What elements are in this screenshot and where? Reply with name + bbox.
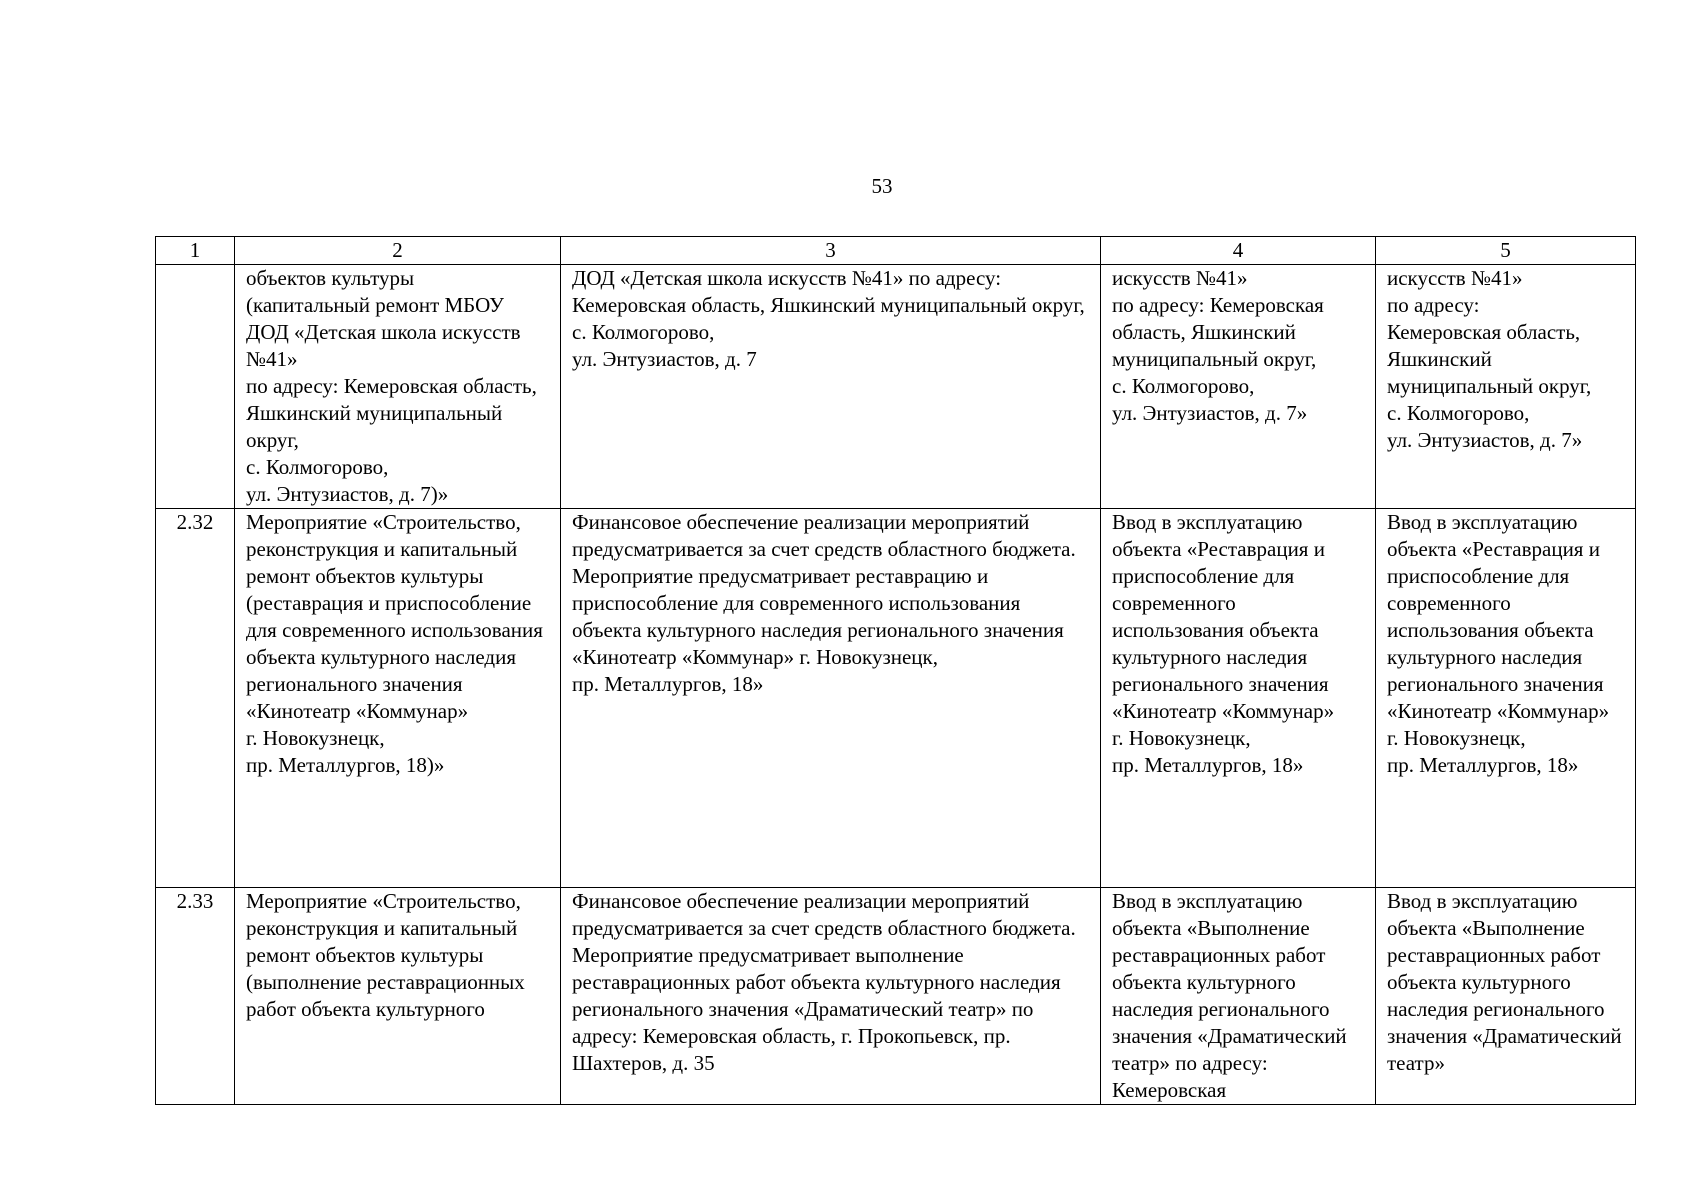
event-name-cell: объектов культуры (капитальный ремонт МБОУ ДОД «Детская школа искусств №41» по адресу: Кемеровская область, Яшкинский муниципальный округ, с. Колмогорово, ул. Энтузиастов, д. 7)» (235, 265, 561, 509)
description-cell: ДОД «Детская школа искусств №41» по адресу: Кемеровская область, Яшкинский муниципальный округ, с. Колмогорово, ул. Энтузиастов, д. 7 (561, 265, 1101, 509)
table-row (156, 888, 1636, 1105)
indicator-cell: Ввод в эксплуатацию объекта «Реставрация и приспособление для современного использования объекта культурного наследия регионального значения «Кинотеатр «Коммунар» г. Новокузнецк, пр. Металлургов, 18» (1376, 509, 1636, 888)
result-cell: Ввод в эксплуатацию объекта «Реставрация и приспособление для современного использования объекта культурного наследия регионального значения «Кинотеатр «Коммунар» г. Новокузнецк, пр. Металлургов, 18» (1101, 509, 1376, 888)
indicator-cell: Ввод в эксплуатацию объекта «Выполнение реставрационных работ объекта культурного наследия регионального значения «Драматический театр» (1376, 888, 1636, 1105)
page-number: 53 (871, 174, 893, 198)
table-row (156, 265, 1636, 509)
event-name-cell: Мероприятие «Строительство, реконструкция и капитальный ремонт объектов культуры (выполнение реставрационных работ объекта культурного (235, 888, 561, 1105)
description-cell: Финансовое обеспечение реализации мероприятий предусматривается за счет средств областного бюджета. Мероприятие предусматривает реставрацию и приспособление для современного использования объекта культурного наследия регионального значения «Кинотеатр «Коммунар» г. Новокузнецк, пр. Металлургов, 18» (561, 509, 1101, 888)
row-number: 2.33 (156, 888, 235, 1105)
table-header-row (156, 237, 1636, 265)
indicator-cell: искусств №41» по адресу: Кемеровская область, Яшкинский муниципальный округ, с. Колмогорово, ул. Энтузиастов, д. 7» (1376, 265, 1636, 509)
result-cell: Ввод в эксплуатацию объекта «Выполнение реставрационных работ объекта культурного наследия регионального значения «Драматический театр» по адресу: Кемеровская (1101, 888, 1376, 1105)
event-name-cell: Мероприятие «Строительство, реконструкция и капитальный ремонт объектов культуры (реставрация и приспособление для современного использования объекта культурного наследия регионального значения «Кинотеатр «Коммунар» г. Новокузнецк, пр. Металлургов, 18)» (235, 509, 561, 888)
row-number: 2.32 (156, 509, 235, 888)
document-table (155, 236, 1636, 1105)
row-number (156, 265, 235, 509)
description-cell: Финансовое обеспечение реализации мероприятий предусматривается за счет средств областного бюджета. Мероприятие предусматривает выполнение реставрационных работ объекта культурного наследия регионального значения «Драматический театр» по адресу: Кемеровская область, г. Прокопьевск, пр. Шахтеров, д. 35 (561, 888, 1101, 1105)
column-header-2: 2 (235, 237, 561, 265)
result-cell: искусств №41» по адресу: Кемеровская область, Яшкинский муниципальный округ, с. Колмогорово, ул. Энтузиастов, д. 7» (1101, 265, 1376, 509)
column-header-1: 1 (156, 237, 235, 265)
table-row (156, 509, 1636, 888)
column-header-3: 3 (561, 237, 1101, 265)
column-header-4: 4 (1101, 237, 1376, 265)
column-header-5: 5 (1376, 237, 1636, 265)
